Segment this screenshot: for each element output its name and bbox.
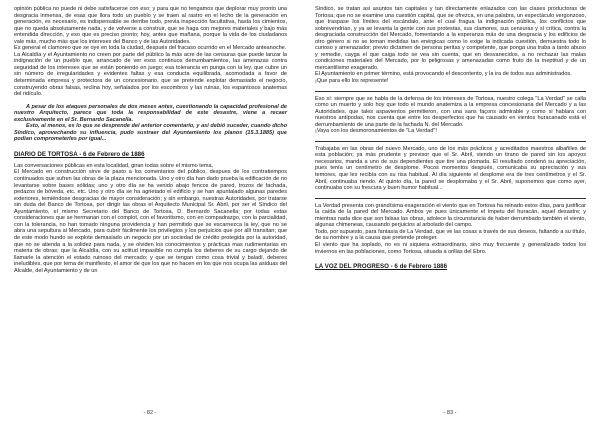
paragraph: Todo, por supuesto, para fantasía de La Verdad, que ve las cosas a través de sus deseos, faltando a su título, de su nombre y a la causa que pretende proteger. [315, 228, 586, 242]
paragraph: El Ayuntamiento en primer término, está provocando el descontento, y la ira de todos sus administrados. [315, 71, 572, 78]
section-heading: DIARIO DE TORTOSA - 6 de Febrero de 1886 [14, 150, 145, 158]
italic-commentary: Esto, al menos, es lo que se desprende del anterior comentario, y así debió suceder, cuando dicho Síndico, aprovechando su influencia, pudo sustraer del Ayuntamiento los planos (15.3.1885) que podían comprometerles por igual... [14, 123, 287, 143]
paragraph: opinión pública no puede ni debe satisfacerse con eso; y para que no tengamos que deplorar muy pronto una desgracia inmensa, de esas que llora todo un pueblo y se traen al rastro en el lecho de la generación en generación, es necesario, es indispensable se derribe todo, previa inspección facultativa, hasta los cimientos, que no queda absolutamente nada, y de volverse a construir, que se haga con mejores materiales y bajo más entendida dirección, y eso que es preciso pronto; hoy, antes que mañana, porque la vida de los ciudadanos vale más, mucho más que los intereses del Banco y de las Autoridades. [14, 6, 287, 45]
divider [315, 91, 586, 92]
paragraph: Trabajaba en las obras del nuevo Mercado, uno de los más prácticos y acreditados maestros albañiles de esta población; ya más prudente y previsor que el Sr. Abril, viendo un tirano de pared sin los apoyos necesarios, manda a uno de sus dependientes que tire una plomada. El resultado condenó su apreciación, pues tenía un centímetro de desplome. Pocos momentos después, comunicaba su apreciación y sus temores, que les recibía con su risa habitual. Al día siguiente el desplome era de tres centímetros y el Sr. Abril, continuaba riendo. Al quinto día, la pared se desplomaba y el Sr. Abril, suponemos que como ayer, continuaba con su frescura y buen humor habitual... [315, 145, 586, 192]
paragraph: El viento que ha soplado, no es ni siquiera extraordinario, sino muy frecuente y generalizado todos los inviernos en las poblaciones, como Tortosa, situada a orillas del Ebro. [315, 241, 586, 255]
divider [315, 141, 586, 142]
paragraph: Eso sí: siempre que se habla de la defensa de los intereses de Tortosa, nuestro colega "La Verdad" se calla como un muerto y solo hoy que todo el mundo anatemiza a la empresa concesionaria del Mercado y a las Autoridades, que tales aspavientos permitieron, con una sans façons admirable y como si hablara con nuestros antípodas, nos cuenta que entre los desperfectos que ha causado en vientos huracanado está el derrumbamiento de una parte de la fachada N. del Mercado. [315, 95, 586, 128]
paragraph: ¡Vaya con los desmoronamientos de "La Verdad"! [315, 128, 437, 135]
paragraph: La Alcaldía y el Ayuntamiento no creen por parte del público la más acre de las censuras que puede lanzar la indignación de un pueblo que, arrancado de ver esos continuos derrumbamientos, las amenazas contra seguridad de los intereses que se están poniendo en juego; esa tolerancia en punga con la ley, que cubre un sin número de irregularidades y evidentes faltas y esa conducta equilibrada, acomodada a favor de determinada empresa y protectora de un concesionario, que se pretende explotar demasiado el negocio, construyendo obras falsas, reclina hoy, señalados por los escombros y las ruinas, los espantosos anatemas del ridículo. [14, 51, 287, 98]
page-number: - 83 - [443, 410, 457, 416]
divider [315, 198, 586, 199]
page-number: - 82 - [143, 410, 157, 416]
paragraph: Es general el clamoreo que se oye en toda la ciudad, después del fracaso ocurrido en el Mercado anteanoche. [14, 45, 287, 52]
italic-commentary: A pesar de los ataques personales de dos meses antes, cuestionando la capacidad profesional de nuestro Arquitecto, parece que toda la responsabilidad de este desastre, viene a recaer exclusivamente en el Sr. Bernardo Sacanella. [14, 103, 287, 123]
paragraph: Las conversaciones públicas en esta localidad, giran todas sobre el mismo tema. [14, 162, 214, 169]
right-page [300, 0, 600, 424]
paragraph: ¡Que para ello los represente! [315, 78, 389, 85]
paragraph: El Mercado en construcción sirve de pasto a los comentarios del público, despues de los contratiempos continuados que sufren las obras de la plaza mencionada. Uno y otro día han dado prueba la edificación de no levantarse sobre bases sólidas; uno y otro día se ha venido abajo fencos de pared, trozos de fachada, pedazos de bóveda, etc. etc. Uno y otro día se ha agrietado el edificio y se han apuntalado algunas paredes exteriores, temiéndose desgracias de mayor consideración; y sin embargo, nuestras Autoridades, por tratarse sin duda del Banco de Tortosa, por dirigir las obras el Arquitecto Municipal Sr. Abril, por ser el Síndico del Ayuntamiento, el mismo Secretario del Banco de Tortosa, D. Bernardo Sacanella; por todas estas consideraciones que se hermanan con el complot, con el favoritismo, con en compadrazgo, con la parcialidad, con la tolerancia, no han tomado ninguna providencia y han permitido que se escarnezca la ley, que no se abra una sepultura al Mercado, para cubrir fácilmente los privilegios y los perjuicios que por allí transitan; que de este modo hundo se explote demasiado un negocio por un sociedad de crédito protegida por la autoridad, que no se atienda a la solidez para nada, y se olviden los conocimientos y prácticas mas rudimentarias en materia de obras; que la Alcaldía, con su actitud impasible no cumpla los deberes de su cargo dejando de llamarle la atención el estado ruinoso del mercado; y que se tengan como cosa trivial y baladí, deberes ineludibles, que por tema de manifiesto, el amor de que los que no hacen en los que nos ocupa las asiduas del Alcalde, del Ayuntamiento y de un [14, 169, 287, 274]
paragraph: La Verdad presenta con grandísima exageración el viento que en Tortosa ha reinado estos días, para justificar la caída de la pared del Mercado. Ambos ye pues únicamente el ímpetu del huracán, aquel desastre; y mientras nada dice que son falsas las obras, adolece la circunstancia de haber derrumbado también el viento, algunas chimeneas, causando perjuicios al arbolado del campo. [315, 202, 586, 229]
paragraph: Síndico, se tratan asi asuntos tan capitales y tan directamente enlazados con las clases productoras de Tortosa; que no se examine una cuestión capital, que se ofrezca, en una palabra, un espectáculo vergonzoso, que traspase los límites del escándalo, ante el cual fragua la indignación pública, los conflictos que sobrevendrían, y ya se levanta la gente con sus protestas, sus clamores, sus censuras y sí crítica, contra la desgraciada construcción del Mercado, fomentando a la esperanza más de una desgracia y los edificios de otro género si no se toman medidas tan enérgicas como lo exige la indicada cuestión, demuestra todo lo curioso y amenazador; previo dictamen de persona peritas y competente, que ponga una traba a tanto abuso y remedie, cayga el que caiga todo se vea sin cuenta, que en desvanecidos, a no rechazar las malas condiciones materiales del Mercado, por lo peligrosas y amenazadas como fruto de la ineptitud y de un mercantilismo exagerado. [315, 6, 586, 71]
section-heading: LA VOZ DEL PROGRESO - 6 de Febrero 1886 [315, 263, 448, 271]
